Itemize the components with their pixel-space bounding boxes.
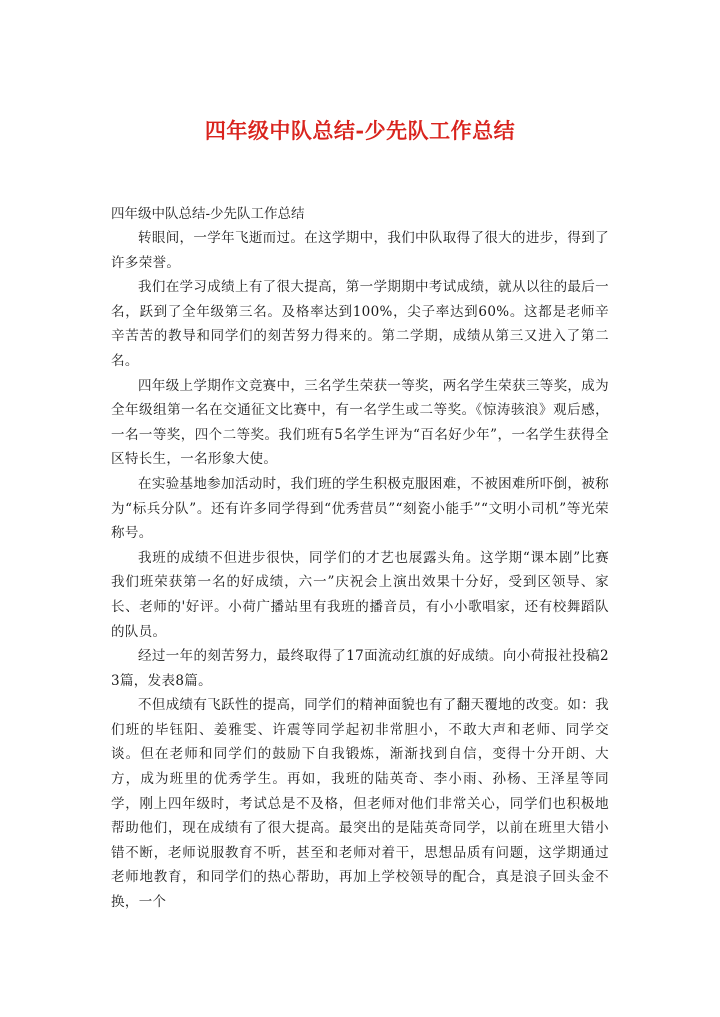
paragraph: 不但成绩有飞跃性的提高，同学们的精神面貌也有了翻天覆地的改变。如：我们班的毕钰阳、姜雅雯、许震等同学起初非常胆小，不敢大声和老师、同学交谈。但在老师和同学们的鼓励下自我锻炼，渐渐找到自信，变得十分开朗、大方，成为班里的优秀学生。再如，我班的陆英奇、李小雨、孙杨、王泽星等同学，刚上四年级时，考试总是不及格，但老师对他们非常关心，同学们也积极地帮助他们，现在成绩有了很大提高。最突出的是陆英奇同学，以前在班里大错小错不断，老师说服教育不听，甚至和老师对着干，思想品质有问题，这学期通过老师地教育，和同学们的热心帮助，再加上学校领导的配合，真是浪子回头金不换，一个 <box>111 697 609 911</box>
document-body <box>111 202 609 915</box>
document-title: 四年级中队总结-少先队工作总结 <box>204 118 516 143</box>
document-subtitle: 四年级中队总结-少先队工作总结 <box>111 206 305 222</box>
paragraph: 经过一年的刻苦努力，最终取得了17面流动红旗的好成绩。向小荷报社投稿23篇，发表8篇。 <box>111 648 609 689</box>
paragraph: 在实验基地参加活动时，我们班的学生积极克服困难，不被困难所吓倒，被称为“标兵分队”。还有许多同学得到“优秀营员”“刻瓷小能手”“文明小司机”等光荣称号。 <box>111 475 609 542</box>
paragraph: 转眼间，一学年飞逝而过。在这学期中，我们中队取得了很大的进步，得到了许多荣誉。 <box>111 230 609 271</box>
paragraph: 四年级上学期作文竞赛中，三名学生荣获一等奖，两名学生荣获三等奖，成为全年级组第一名在交通征文比赛中，有一名学生或二等奖。《惊涛骇浪》观后感，一名一等奖，四个二等奖。我们班有5名学生评为“百名好少年”，一名学生获得全区特长生，一名形象大使。 <box>111 377 609 468</box>
paragraph: 我们在学习成绩上有了很大提高，第一学期期中考试成绩，就从以往的最后一名，跃到了全年级第三名。及格率达到100%，尖子率达到60%。这都是老师辛辛苦苦的教导和同学们的刻苦努力得来的。第二学期，成绩从第三又进入了第二名。 <box>111 279 609 369</box>
paragraph: 我班的成绩不但进步很快，同学们的才艺也展露头角。这学期“课本剧”比赛我们班荣获第一名的好成绩，六一”庆祝会上演出效果十分好，受到区领导、家长、老师的'好评。小荷广播站里有我班的播音员，有小小歌唱家，还有校舞蹈队的队员。 <box>111 549 609 640</box>
